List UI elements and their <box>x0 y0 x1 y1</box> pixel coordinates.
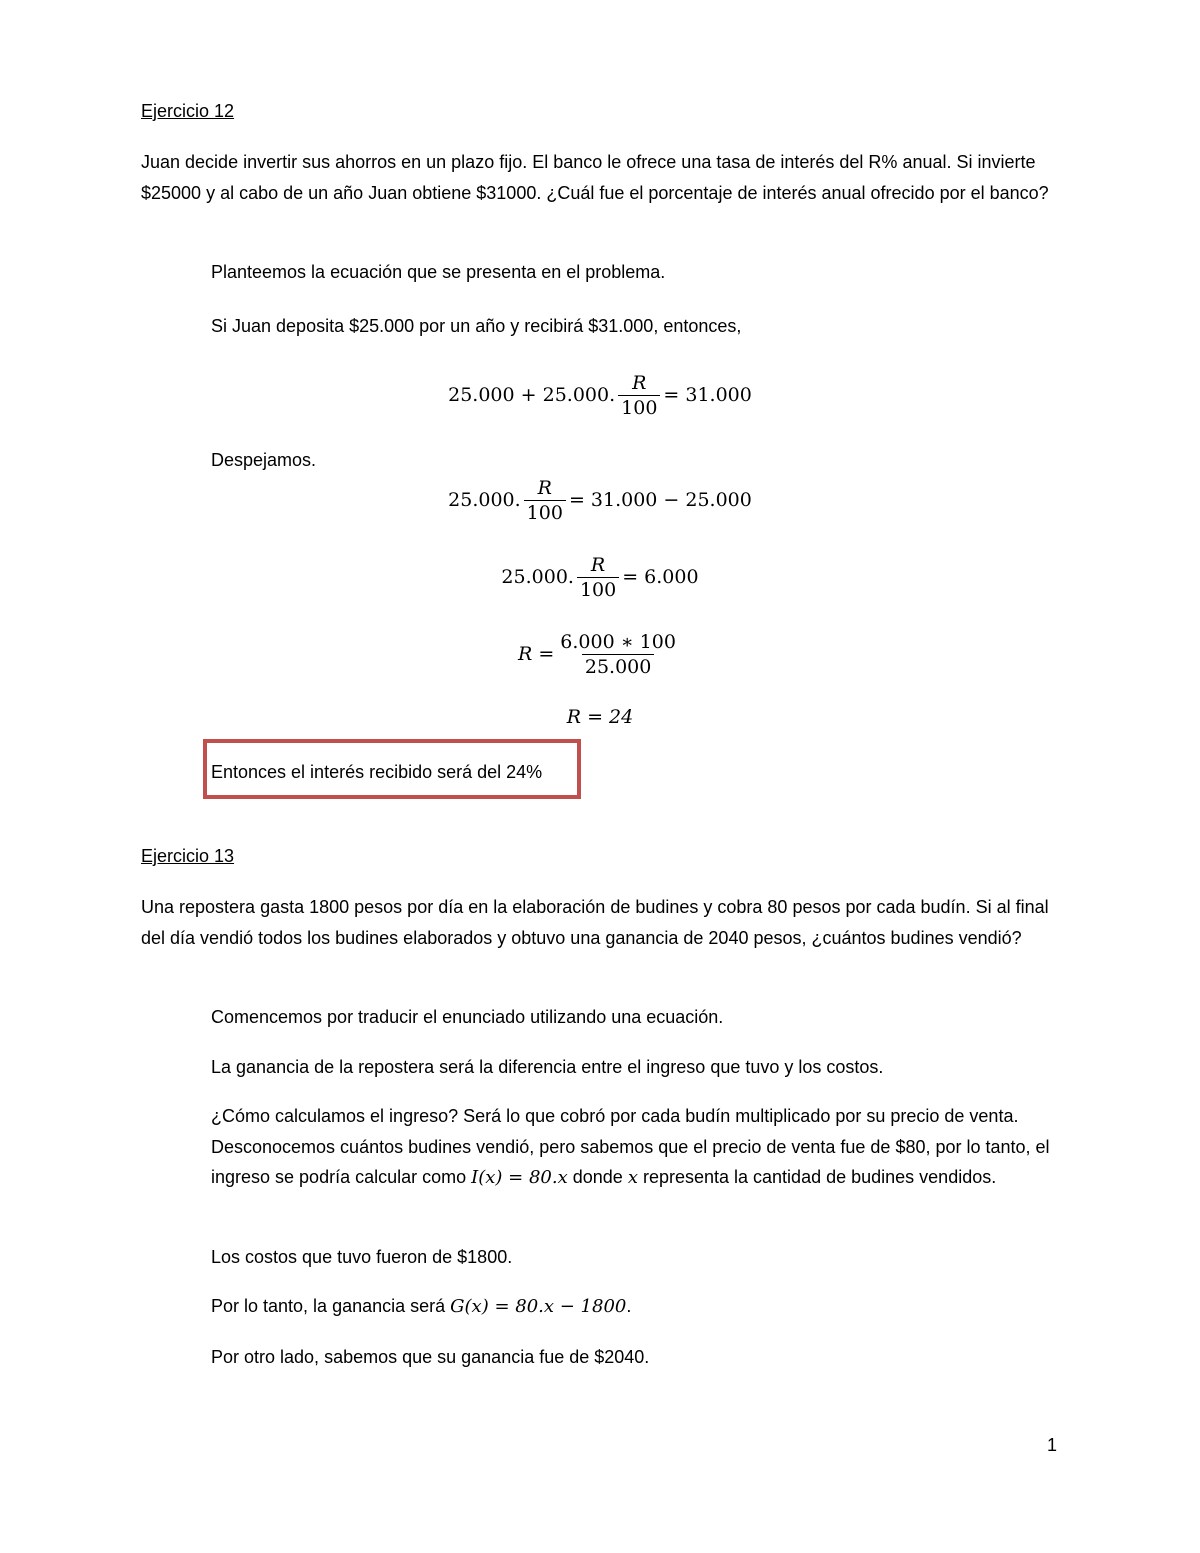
exercise-12-title: Ejercicio 12 <box>141 101 235 121</box>
exercise-12-statement: Juan decide invertir sus ahorros en un plazo fijo. El banco le ofrece una tasa de interés del R% anual. Si invierte $25000 y al cabo de un año Juan obtiene $31000. ¿Cuál fue el porcentaje de interés anual ofrecido por el banco? <box>141 152 1049 203</box>
page-number: 1 <box>1047 1435 1058 1455</box>
equation-4-denominator: 25.000 <box>582 654 654 679</box>
paragraph-ganancia-text-b: . <box>626 1296 632 1316</box>
equation-1-fraction <box>618 371 660 420</box>
equation-2 <box>300 470 900 530</box>
equation-2-numerator: R <box>537 476 552 499</box>
paragraph-ingreso <box>211 1101 1061 1194</box>
equation-3-numerator: R <box>590 553 606 576</box>
equation-4-left: R = <box>518 643 555 665</box>
equation-2-fraction <box>524 476 566 525</box>
equation-3 <box>300 547 900 607</box>
profit-formula: G(x) = 80.x − 1800 <box>450 1296 627 1317</box>
equation-3-left: 25.000. <box>501 566 574 588</box>
income-formula: I(x) = 80.x <box>471 1167 568 1188</box>
equation-3-denominator: 100 <box>577 577 619 602</box>
equation-4 <box>300 624 900 684</box>
equation-1-numerator: R <box>632 371 647 394</box>
paragraph-otro-lado: Por otro lado, sabemos que su ganancia fue de $2040. <box>211 1347 650 1367</box>
paragraph-costos: Los costos que tuvo fueron de $1800. <box>211 1247 513 1267</box>
paragraph-ganancia: La ganancia de la repostera será la diferencia entre el ingreso que tuvo y los costos. <box>211 1057 884 1077</box>
equation-2-right: = 31.000 − 25.000 <box>568 489 752 511</box>
equation-3-fraction <box>577 553 619 602</box>
equation-4-fraction <box>557 630 679 679</box>
answer-text: Entonces el interés recibido será del 24% <box>211 762 543 782</box>
equation-4-numerator: 6.000 ∗ 100 <box>560 630 676 653</box>
step-plantear: Planteemos la ecuación que se presenta en el problema. <box>211 262 666 282</box>
equation-1-right: = 31.000 <box>663 384 752 406</box>
paragraph-ganancia-text-a: Por lo tanto, la ganancia será <box>211 1296 451 1316</box>
paragraph-ingreso-text-c: representa la cantidad de budines vendidos. <box>637 1167 997 1187</box>
paragraph-comencemos: Comencemos por traducir el enunciado utilizando una ecuación. <box>211 1007 724 1027</box>
paragraph-ingreso-text-a: ¿Cómo calculamos el ingreso? Será lo que cobró por cada budín multiplicado por su precio de venta. Desconocemos cuántos budines vendió, pero sabemos que el precio de venta fue de $80, por lo tanto, el ingreso se podría calcular como <box>211 1106 1050 1187</box>
exercise-13-statement: Una repostera gasta 1800 pesos por día en la elaboración de budines y cobra 80 pesos por cada budín. Si al final del día vendió todos los budines elaborados y obtuvo una ganancia de 2040 pesos, ¿cuántos budines vendió? <box>141 897 1049 948</box>
equation-3-right: = 6.000 <box>622 566 699 588</box>
equation-1 <box>300 365 900 425</box>
step-despejamos: Despejamos. <box>211 450 317 470</box>
equation-5 <box>300 702 900 732</box>
equation-1-denominator: 100 <box>618 395 660 420</box>
equation-2-denominator: 100 <box>524 500 566 525</box>
exercise-13-title: Ejercicio 13 <box>141 846 235 866</box>
variable-x: x <box>627 1167 638 1188</box>
equation-1-left: 25.000 + 25.000. <box>448 384 616 406</box>
paragraph-ingreso-text-b: donde <box>567 1167 628 1187</box>
paragraph-ganancia-formula <box>211 1291 631 1322</box>
equation-2-left: 25.000. <box>448 489 521 511</box>
step-deposito: Si Juan deposita $25.000 por un año y recibirá $31.000, entonces, <box>211 316 742 336</box>
equation-5-text: R = 24 <box>566 706 634 728</box>
